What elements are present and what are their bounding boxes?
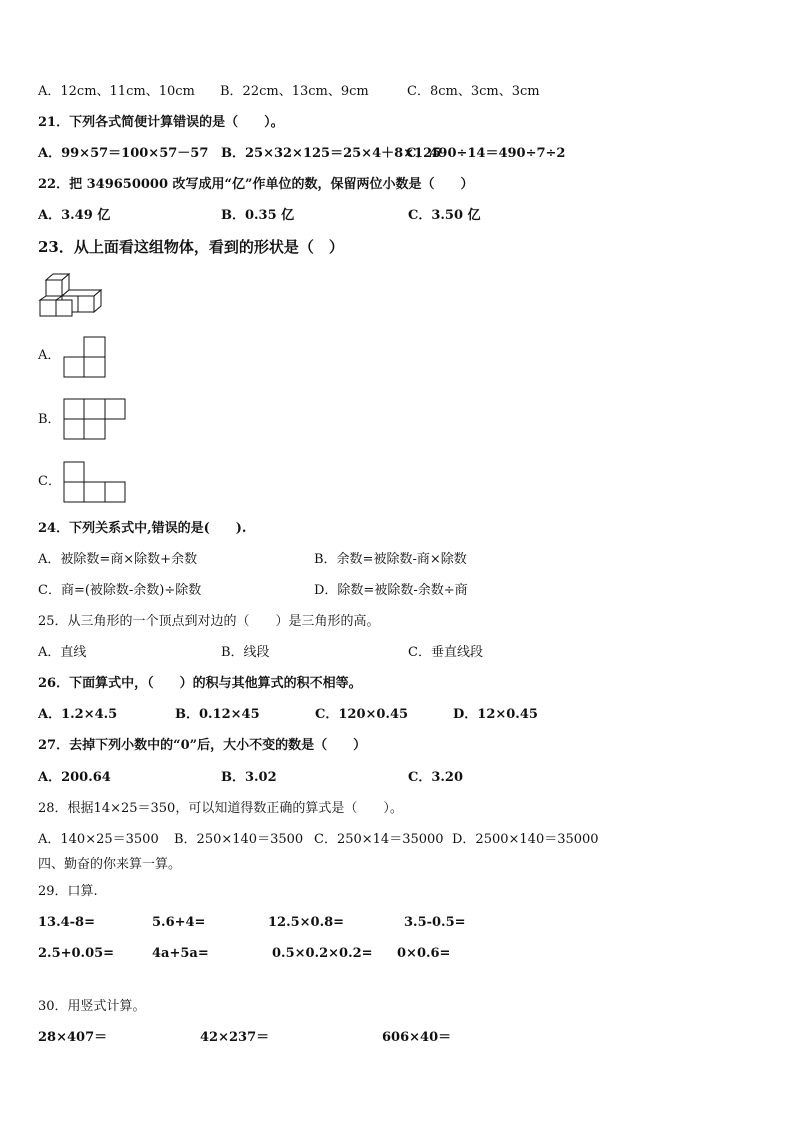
q30-item: 28×407＝ <box>38 1030 108 1045</box>
q29-item: 4a+5a= <box>152 946 209 961</box>
q22-options <box>38 208 481 224</box>
q28-option-b: B．250×140＝3500 <box>174 832 304 847</box>
q25-options <box>38 645 483 661</box>
q30-item: 606×40＝ <box>382 1030 452 1045</box>
q27-option-a: A．200.64 <box>38 770 111 785</box>
q24-stem: 24．下列关系式中,错误的是( ). <box>38 521 247 536</box>
q24-option-c: C．商=(被除数-余数)÷除数 <box>38 583 202 598</box>
q28-option-c: C．250×14＝35000 <box>314 832 444 847</box>
q20-option-c: C．8cm、3cm、3cm <box>407 84 540 99</box>
q30-stem: 30．用竖式计算。 <box>38 999 146 1014</box>
q23-cube-figure <box>38 272 102 318</box>
q25-option-a: A．直线 <box>38 645 87 660</box>
q23-option-a-figure <box>63 336 107 380</box>
q22-option-a: A．3.49 亿 <box>38 208 111 223</box>
q27-option-c: C．3.20 <box>408 770 464 785</box>
q25-option-b: B．线段 <box>221 645 270 660</box>
q25-option-c: C．垂直线段 <box>408 645 483 660</box>
q26-option-b: B．0.12×45 <box>175 707 260 722</box>
q29-stem: 29．口算. <box>38 884 98 899</box>
q20-options <box>38 84 540 100</box>
q29-item: 0×0.6= <box>397 946 451 961</box>
q20-option-b: B．22cm、13cm、9cm <box>220 84 369 99</box>
q29-row-1 <box>38 915 466 931</box>
q28-option-a: A．140×25＝3500 <box>38 832 159 847</box>
q22-option-b: B．0.35 亿 <box>221 208 295 223</box>
q29-item: 3.5-0.5= <box>404 915 466 930</box>
q27-stem: 27．去掉下列小数中的“0”后，大小不变的数是（ ） <box>38 738 367 753</box>
q21-option-a: A．99×57＝100×57－57 <box>38 146 209 161</box>
q29-item: 5.6+4= <box>152 915 206 930</box>
q20-option-a: A．12cm、11cm、10cm <box>38 84 195 99</box>
q30-item: 42×237＝ <box>200 1030 270 1045</box>
q24-options-row1 <box>38 552 467 568</box>
q22-stem: 22．把 349650000 改写成用“亿”作单位的数，保留两位小数是（ ） <box>38 177 474 192</box>
q26-options <box>38 707 538 723</box>
q21-stem: 21．下列各式简便计算错误的是（ ）。 <box>38 115 284 130</box>
q26-option-d: D．12×0.45 <box>453 707 538 722</box>
q24-options-row2 <box>38 583 468 599</box>
q29-item: 13.4-8= <box>38 915 95 930</box>
q21-option-b: B．25×32×125＝25×4＋8×125 <box>221 146 442 161</box>
q24-option-a: A．被除数=商×除数+余数 <box>38 552 198 567</box>
q29-item: 0.5×0.2×0.2= <box>272 946 373 961</box>
q23-option-b-label: B． <box>38 412 61 427</box>
q26-option-a: A．1.2×4.5 <box>38 707 118 722</box>
q26-option-c: C．120×0.45 <box>315 707 409 722</box>
q29-row-2 <box>38 946 450 962</box>
q21-option-c: C．490÷14＝490÷7÷2 <box>406 146 566 161</box>
q23-option-b-figure <box>63 398 127 442</box>
q25-stem: 25．从三角形的一个顶点到对边的（ ）是三角形的高。 <box>38 614 380 629</box>
q28-option-d: D．2500×140＝35000 <box>452 832 599 847</box>
q28-stem: 28．根据14×25＝350，可以知道得数正确的算式是（ ）。 <box>38 801 403 816</box>
q22-option-c: C．3.50 亿 <box>408 208 481 223</box>
section-4-title: 四、勤奋的你来算一算。 <box>38 857 182 872</box>
q23-option-c-label: C． <box>38 474 61 489</box>
q23-option-a-label: A． <box>38 348 61 363</box>
q27-option-b: B．3.02 <box>221 770 277 785</box>
q26-stem: 26．下面算式中，（ ）的积与其他算式的积不相等。 <box>38 676 362 691</box>
q28-options <box>38 832 599 848</box>
q21-options <box>38 146 565 162</box>
q23-stem: 23．从上面看这组物体，看到的形状是（ ） <box>38 238 344 256</box>
q24-option-d: D．除数=被除数-余数÷商 <box>314 583 468 598</box>
q24-option-b: B．余数=被除数-商×除数 <box>314 552 467 567</box>
q23-option-c-figure <box>63 461 127 505</box>
q30-items <box>38 1030 451 1046</box>
q27-options <box>38 770 463 786</box>
q29-item: 2.5+0.05= <box>38 946 115 961</box>
q29-item: 12.5×0.8= <box>268 915 345 930</box>
